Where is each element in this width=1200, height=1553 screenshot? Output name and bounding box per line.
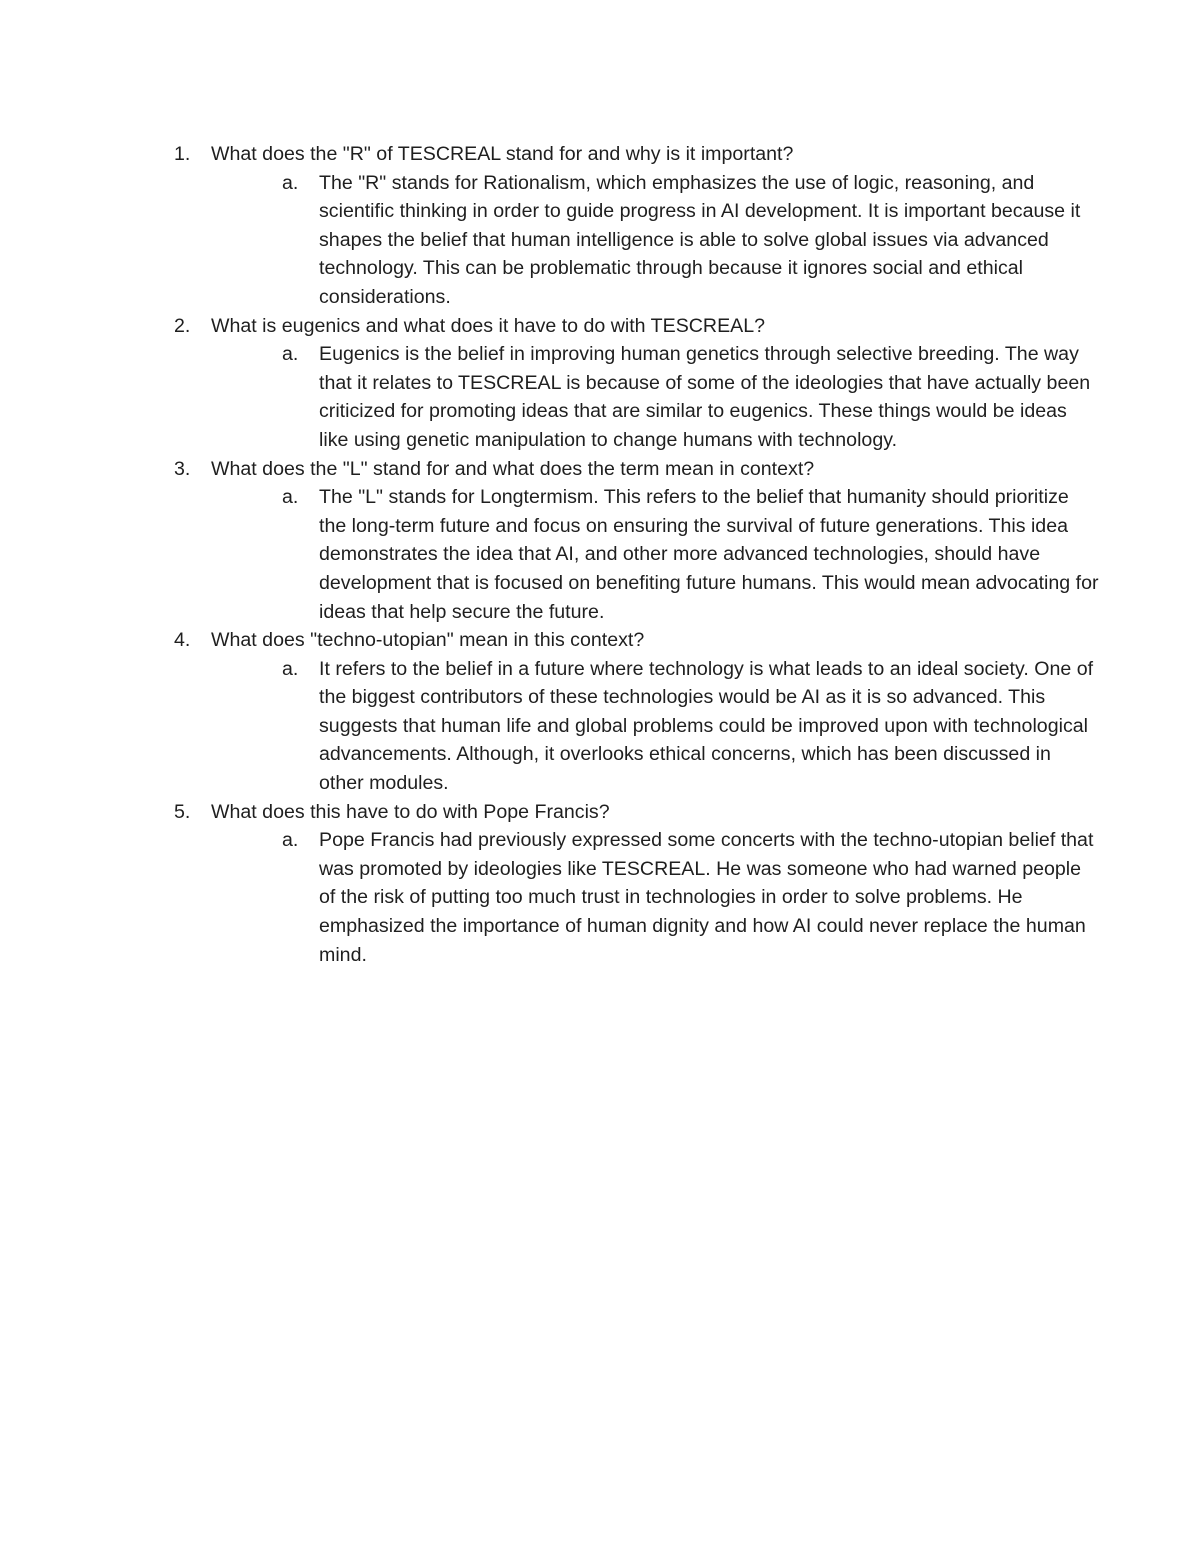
question-text: What does the "L" stand for and what does the term mean in context? [211, 457, 815, 480]
answer-marker: a. [282, 657, 299, 680]
answer-item [282, 826, 1099, 969]
answer-item [282, 655, 1099, 798]
answer-marker: a. [282, 486, 299, 509]
question-text: What is eugenics and what does it have to do with TESCREAL? [211, 314, 766, 337]
question-number: 5. [174, 800, 191, 823]
list-item [174, 798, 1094, 970]
list-item [174, 626, 1094, 798]
answer-text: The "R" stands for Rationalism, which emphasizes the use of logic, reasoning, and scientific thinking in order to guide progress in AI development. It is important because it shapes the belief that human intelligence is able to solve global issues via advanced technology. This can be problematic through because it ignores social and ethical considerations. [319, 171, 1081, 308]
list-item [174, 312, 1091, 455]
answer-text: Eugenics is the belief in improving human genetics through selective breeding. The way that it relates to TESCREAL is because of some of the ideologies that have actually been criticized for promoting ideas that are similar to eugenics. These things would be ideas like using genetic manipulation to change humans with technology. [319, 343, 1091, 451]
answer-item [282, 340, 1099, 454]
question-text: What does this have to do with Pope Francis? [211, 800, 610, 823]
question-number: 1. [174, 143, 191, 165]
answer-item [282, 169, 1099, 312]
answer-item [282, 483, 1099, 626]
question-number: 4. [174, 629, 191, 652]
question-number: 3. [174, 457, 191, 480]
answer-text: It refers to the belief in a future where technology is what leads to an ideal society. One of the biggest contributors of these technologies would be AI as it is so advanced. This suggests that human life and global problems could be improved upon with technological advancements. Although, it overlooks ethical concerns, which has been discussed in other modules. [319, 657, 1094, 795]
answer-marker: a. [282, 343, 299, 366]
question-text: What does "techno-utopian" mean in this context? [211, 629, 645, 652]
answer-text: The "L" stands for Longtermism. This refers to the belief that humanity should prioritize the long-term future and focus on ensuring the survival of future generations. This idea demonstrates the idea that AI, and other more advanced technologies, should have development that is focused on benefiting future humans. This would mean advocating for ideas that help secure the future. [319, 486, 1099, 623]
answer-text: Pope Francis had previously expressed some concerts with the techno-utopian belief that was promoted by ideologies like TESCREAL. He was someone who had warned people of the risk of putting too much trust in technologies in order to solve problems. He emphasized the importance of human dignity and how AI could never replace the human mind. [319, 829, 1094, 966]
answer-marker: a. [282, 171, 299, 194]
question-number: 2. [174, 314, 191, 337]
question-text: What does the "R" of TESCREAL stand for and why is it important? [211, 143, 794, 165]
list-item [174, 140, 1081, 312]
question-list [174, 140, 1099, 969]
answer-marker: a. [282, 829, 299, 852]
list-item [174, 455, 1099, 627]
